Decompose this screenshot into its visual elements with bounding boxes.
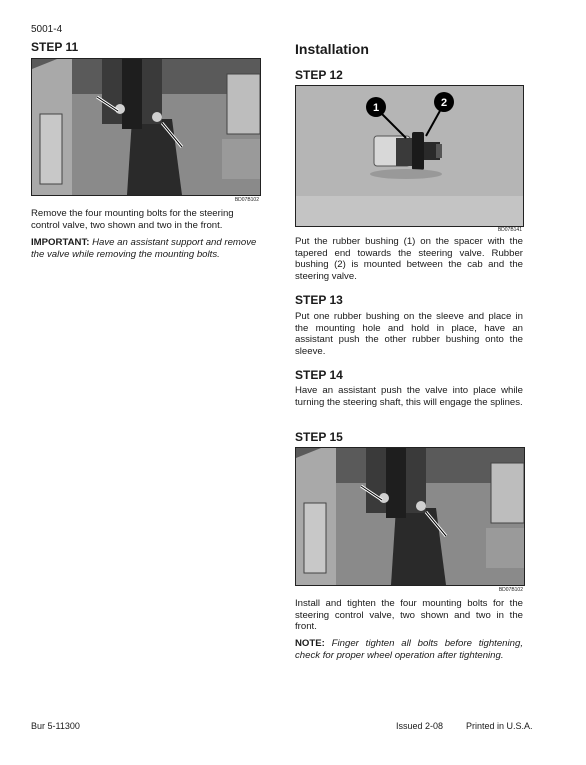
important-label: IMPORTANT: bbox=[31, 237, 90, 248]
note-label: NOTE: bbox=[295, 638, 325, 649]
important-note bbox=[31, 237, 263, 260]
callout-1: 1 bbox=[372, 102, 380, 114]
important-text: Have an assistant support and remove the valve while removing the mounting bolts. bbox=[31, 237, 257, 260]
printed-in: Printed in U.S.A. bbox=[466, 721, 533, 731]
step-14-text: Have an assistant push the valve into place while turning the steering shaft, this will engage the splines. bbox=[295, 385, 523, 408]
note bbox=[295, 638, 523, 661]
step-12-figure-ref: BD07B141 bbox=[497, 227, 522, 233]
step-13-text: Put one rubber bushing on the sleeve and place in the mounting hole and hold in place, have an assistant push the other rubber bushing onto the sleeve. bbox=[295, 311, 523, 357]
page-number: 5001-4 bbox=[31, 24, 63, 35]
callout-2: 2 bbox=[440, 97, 448, 109]
doc-number: Bur 5-11300 bbox=[31, 721, 80, 731]
step-12-title: STEP 12 bbox=[295, 68, 343, 82]
step-11-text: Remove the four mounting bolts for the steering control valve, two shown and two in the front. bbox=[31, 208, 234, 231]
step-12-photo bbox=[295, 85, 524, 227]
step-12-text: Put the rubber bushing (1) on the spacer with the tapered end towards the steering valve. Rubber bushing (2) is mounted between the cab and the steering valve. bbox=[295, 236, 523, 282]
step-15-figure-ref: BD07B102 bbox=[498, 587, 523, 593]
step-15-title: STEP 15 bbox=[295, 430, 343, 444]
step-11-title: STEP 11 bbox=[31, 40, 79, 54]
issued-date: Issued 2-08 bbox=[396, 721, 444, 731]
step-15-text: Install and tighten the four mounting bolts for the steering control valve, two shown and two in the front. bbox=[295, 598, 523, 633]
installation-heading: Installation bbox=[295, 41, 369, 57]
step-15-photo bbox=[295, 447, 525, 586]
note-text: Finger tighten all bolts before tightening, check for proper wheel operation after tightening. bbox=[295, 638, 523, 661]
step-14-title: STEP 14 bbox=[295, 368, 343, 382]
step-13-title: STEP 13 bbox=[295, 293, 343, 307]
step-11-figure-ref: BD07B102 bbox=[234, 197, 259, 203]
step-11-photo bbox=[31, 58, 261, 196]
